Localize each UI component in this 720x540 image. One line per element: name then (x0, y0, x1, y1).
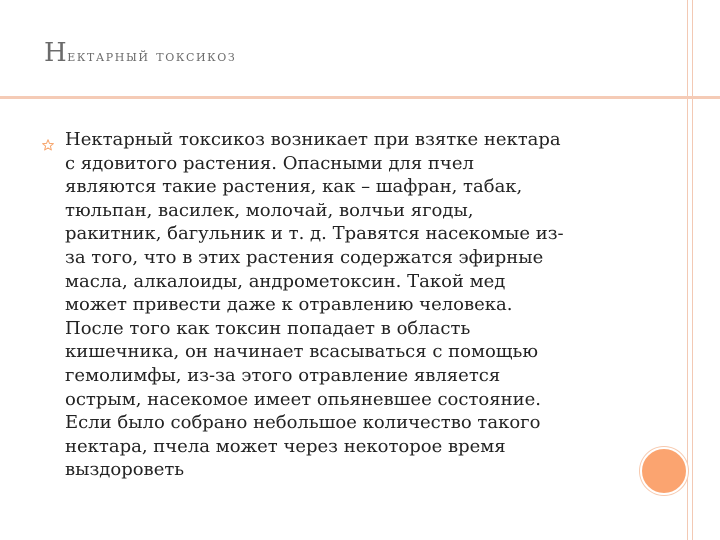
title-rest: ектарный токсикоз (67, 46, 237, 65)
paragraph-line: тюльпан, василек, молочай, волчьи ягоды, (65, 199, 474, 221)
paragraph-line: Нектарный токсикоз возникает при взятке нектара (65, 129, 561, 150)
title-divider (0, 96, 720, 99)
paragraph-line: гемолимфы, из-за этого отравление является (65, 364, 501, 386)
paragraph-line: Если было собрано небольшое количество такого (65, 412, 541, 434)
paragraph-line: После того как токсин попадает в область (65, 317, 471, 339)
paragraph-line: выздороветь (65, 459, 185, 481)
paragraph-line: с ядовитого растения. Опасными для пчел (65, 152, 474, 174)
right-border-line-inner (692, 0, 693, 540)
paragraph-line: нектара, пчела может через некоторое время (65, 435, 506, 457)
paragraph-line: кишечника, он начинает всасываться с помощью (65, 341, 539, 363)
right-border-line-outer (687, 0, 688, 540)
paragraph-line: являются такие растения, как – шафран, табак, (65, 176, 523, 198)
slide-title (44, 38, 236, 68)
paragraph-line: масла, алкалоиды, андрометоксин. Такой мед (65, 270, 506, 292)
title-initial: Н (44, 38, 68, 68)
decorative-circle (640, 447, 688, 495)
paragraph-line: может привести даже к отравлению человека. (65, 294, 513, 316)
paragraph-line: острым, насекомое имеет опьяневшее состояние. (65, 388, 541, 410)
paragraph-line: ракитник, багульник и т. д. Травятся насекомые из- (65, 223, 564, 245)
bullet-paragraph (65, 128, 625, 482)
star-outline-icon (42, 139, 54, 151)
paragraph-line: за того, что в этих растения содержатся эфирные (65, 246, 544, 268)
